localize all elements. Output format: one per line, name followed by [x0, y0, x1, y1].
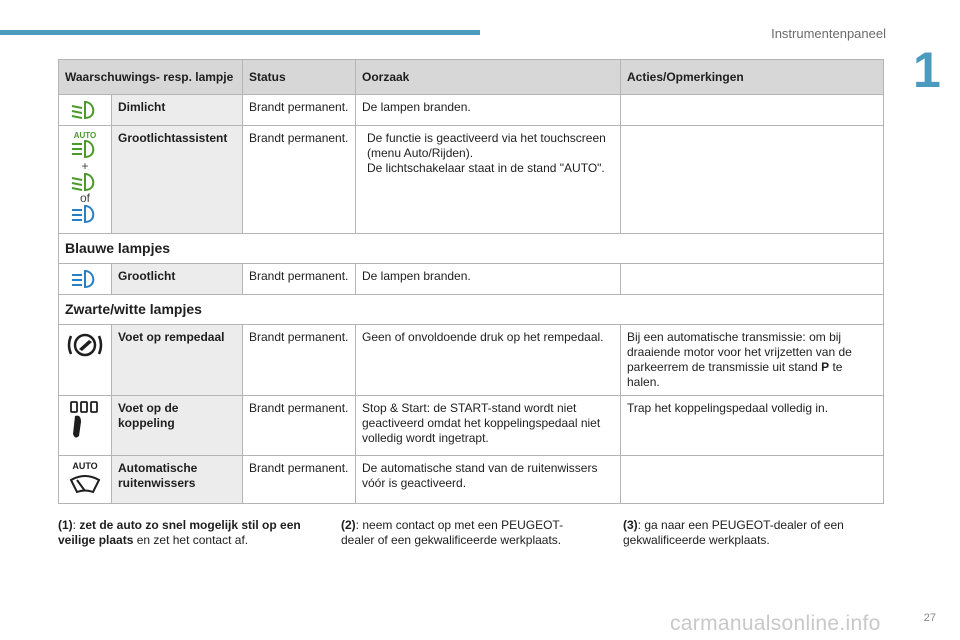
- header-status: Status: [243, 60, 356, 95]
- auto-wipers-icon: [65, 460, 105, 498]
- lamp-name: Voet op de koppeling: [112, 396, 243, 456]
- lamp-cause: Stop & Start: de START-stand wordt niet geactiveerd omdat het koppelingspedaal niet volledig wordt ingetrapt.: [356, 396, 621, 456]
- lamp-name: Grootlichtassistent: [112, 126, 243, 234]
- dipped-beam-icon: [69, 99, 101, 121]
- main-beam-icon: [69, 268, 101, 290]
- lamp-name: Dimlicht: [112, 95, 243, 126]
- lamp-actions: [621, 95, 884, 126]
- lamp-name: Automatische ruitenwissers: [112, 456, 243, 504]
- foot-on-brake-icon: [65, 329, 105, 361]
- warning-lamps-table: [58, 59, 884, 504]
- lamp-status: Brandt permanent.: [243, 264, 356, 295]
- svg-text:AUTO: AUTO: [73, 131, 97, 140]
- lamp-status: Brandt permanent.: [243, 396, 356, 456]
- table-row: [59, 325, 884, 396]
- footnote-3: (3): ga naar een PEUGEOT-dealer of een gekwalificeerde werkplaats.: [623, 518, 844, 547]
- lamp-name: Grootlicht: [112, 264, 243, 295]
- section-row-blue: [59, 234, 884, 264]
- lamp-status: Brandt permanent.: [243, 95, 356, 126]
- table-row: [59, 264, 884, 295]
- watermark: carmanualsonline.info: [670, 612, 881, 635]
- header-accent-bar: [0, 30, 480, 35]
- lamp-cause-2: De lichtschakelaar staat in de stand "AUTO".: [367, 161, 605, 175]
- section-heading-bw: Zwarte/witte lampjes: [59, 295, 884, 325]
- table-row: [59, 456, 884, 504]
- lamp-actions: [621, 456, 884, 504]
- lamp-status: Brandt permanent.: [243, 325, 356, 396]
- table-header-row: [59, 60, 884, 95]
- foot-on-clutch-icon: [67, 400, 103, 440]
- lamp-name: Voet op rempedaal: [112, 325, 243, 396]
- table-row: [59, 396, 884, 456]
- lamp-actions: [621, 126, 884, 234]
- svg-text:AUTO: AUTO: [72, 461, 98, 471]
- lamp-cause: De lampen branden.: [356, 95, 621, 126]
- lamp-status: Brandt permanent.: [243, 456, 356, 504]
- section-title: Instrumentenpaneel: [771, 26, 886, 41]
- lamp-actions: Bij een automatische transmissie: om bij draaiende motor voor het vrijzetten van de parkeerrem de transmissie uit stand P te halen.: [621, 325, 884, 396]
- header-actions: Acties/Opmerkingen: [621, 60, 884, 95]
- dipped-beam-icon: [69, 172, 101, 192]
- header-cause: Oorzaak: [356, 60, 621, 95]
- lamp-cause: De automatische stand van de ruitenwissers vóór is geactiveerd.: [356, 456, 621, 504]
- header-lamp: Waarschuwings- resp. lampje: [59, 60, 243, 95]
- lamp-cause: Geen of onvoldoende druk op het rempedaal.: [356, 325, 621, 396]
- chapter-number: 1: [913, 42, 941, 98]
- lamp-actions: Trap het koppelingspedaal volledig in.: [621, 396, 884, 456]
- section-heading-blue: Blauwe lampjes: [59, 234, 884, 264]
- lamp-cause: De functie is geactiveerd via het touchscreen (menu Auto/Rijden).: [367, 131, 606, 160]
- section-row-bw: [59, 295, 884, 325]
- page-number: 27: [923, 612, 936, 624]
- footnote-2: (2): neem contact op met een PEUGEOT-dealer of een gekwalificeerde werkplaats.: [341, 518, 564, 547]
- or-separator: of: [79, 191, 90, 205]
- plus-separator: +: [81, 159, 89, 173]
- auto-high-beam-icon: [69, 130, 101, 160]
- footnote-1: (1): zet de auto zo snel mogelijk stil op een veilige plaats en zet het contact af.: [58, 518, 301, 547]
- table-row: [59, 95, 884, 126]
- lamp-cause: De lampen branden.: [356, 264, 621, 295]
- main-beam-icon: [69, 204, 101, 224]
- lamp-status: Brandt permanent.: [243, 126, 356, 234]
- lamp-actions: [621, 264, 884, 295]
- table-row: [59, 126, 884, 234]
